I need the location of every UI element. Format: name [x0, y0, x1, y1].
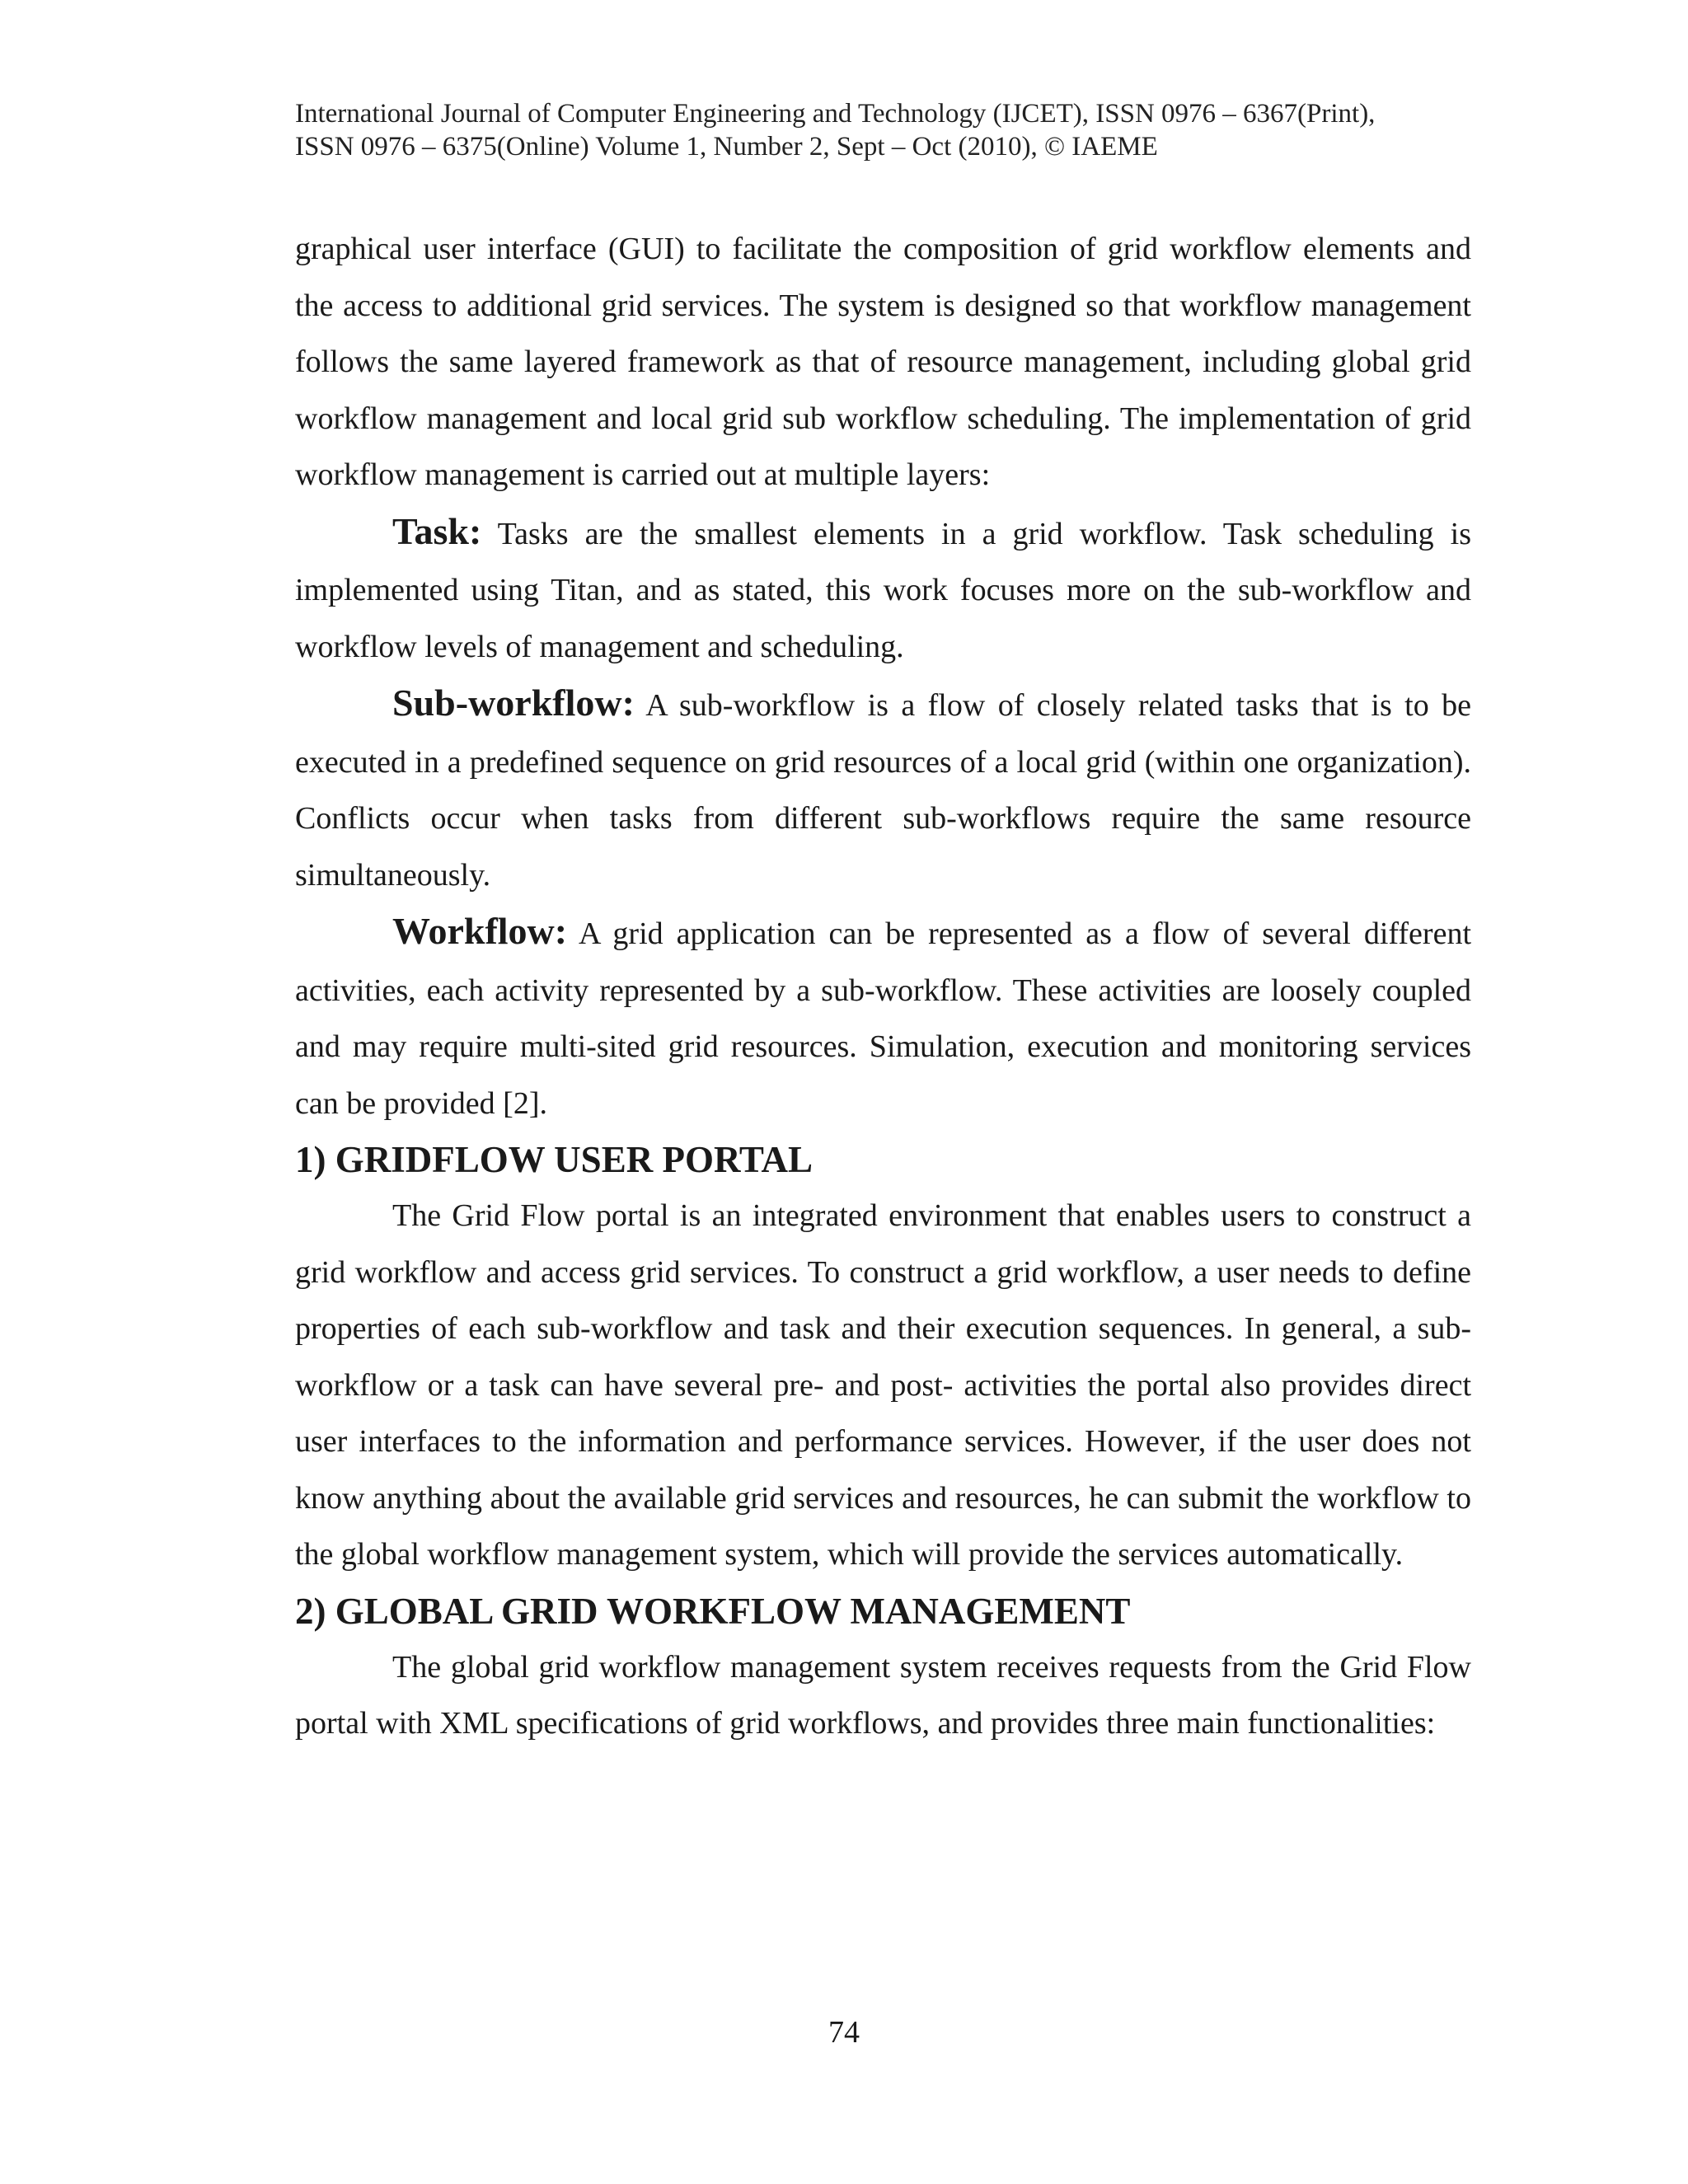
section-heading-gridflow-portal: 1) GRIDFLOW USER PORTAL — [295, 1139, 814, 1180]
journal-header-line-1: International Journal of Computer Engineering and Technology (IJCET), ISSN 0976 – 6367(Print), — [295, 99, 1376, 129]
layer-subworkflow-paragraph — [295, 675, 1471, 903]
layer-workflow-term: Workflow: — [392, 910, 568, 952]
page-number: 74 — [828, 2015, 860, 2050]
intro-paragraph: graphical user interface (GUI) to facilitate the composition of grid workflow elements and the access to additional grid services. The system is designed so that workflow management follows the same layered framework as that of resource management, including global grid workflow management and local grid sub workflow scheduling. The implementation of grid workflow management is carried out at multiple layers: — [295, 232, 1471, 492]
layer-workflow-paragraph — [295, 903, 1471, 1132]
section-heading-global-workflow-management: 2) GLOBAL GRID WORKFLOW MANAGEMENT — [295, 1590, 1131, 1632]
layer-task-text: Tasks are the smallest elements in a grid workflow. Task scheduling is implemented using Titan, and as stated, this work focuses more on the sub-workflow and workflow levels of management and scheduling. — [295, 516, 1471, 664]
section-gridflow-portal-paragraph: The Grid Flow portal is an integrated environment that enables users to construct a grid workflow and access grid services. To construct a grid workflow, a user needs to define properties of each sub-workflow and task and their execution sequences. In general, a sub-workflow or a task can have several pre- and post- activities the portal also provides direct user interfaces to the information and performance services. However, if the user does not know anything about the available grid services and resources, he can submit the workflow to the global workflow management system, which will provide the services automatically. — [295, 1198, 1471, 1572]
layer-task-term: Task: — [392, 509, 482, 552]
body-text — [295, 221, 1471, 1752]
section-global-workflow-management-paragraph: The global grid workflow management system receives requests from the Grid Flow portal with XML specifications of grid workflows, and provides three main functionalities: — [295, 1649, 1471, 1741]
layer-task-paragraph — [295, 504, 1471, 676]
journal-header — [295, 97, 1482, 163]
layer-subworkflow-term: Sub-workflow: — [392, 682, 635, 724]
journal-header-line-2: ISSN 0976 – 6375(Online) Volume 1, Number 2, Sept – Oct (2010), © IAEME — [295, 132, 1158, 162]
layer-workflow-text: A grid application can be represented as a flow of several different activities, each activity represented by a sub-workflow. These activities are loosely coupled and may require multi-sited grid resources. Simulation, execution and monitoring services can be provided [2]. — [295, 916, 1471, 1121]
layer-subworkflow-text: A sub-workflow is a flow of closely related tasks that is to be executed in a predefined sequence on grid resources of a local grid (within one organization). Conflicts occur when tasks from different sub-workflows require the same resource simultaneously. — [295, 688, 1471, 893]
